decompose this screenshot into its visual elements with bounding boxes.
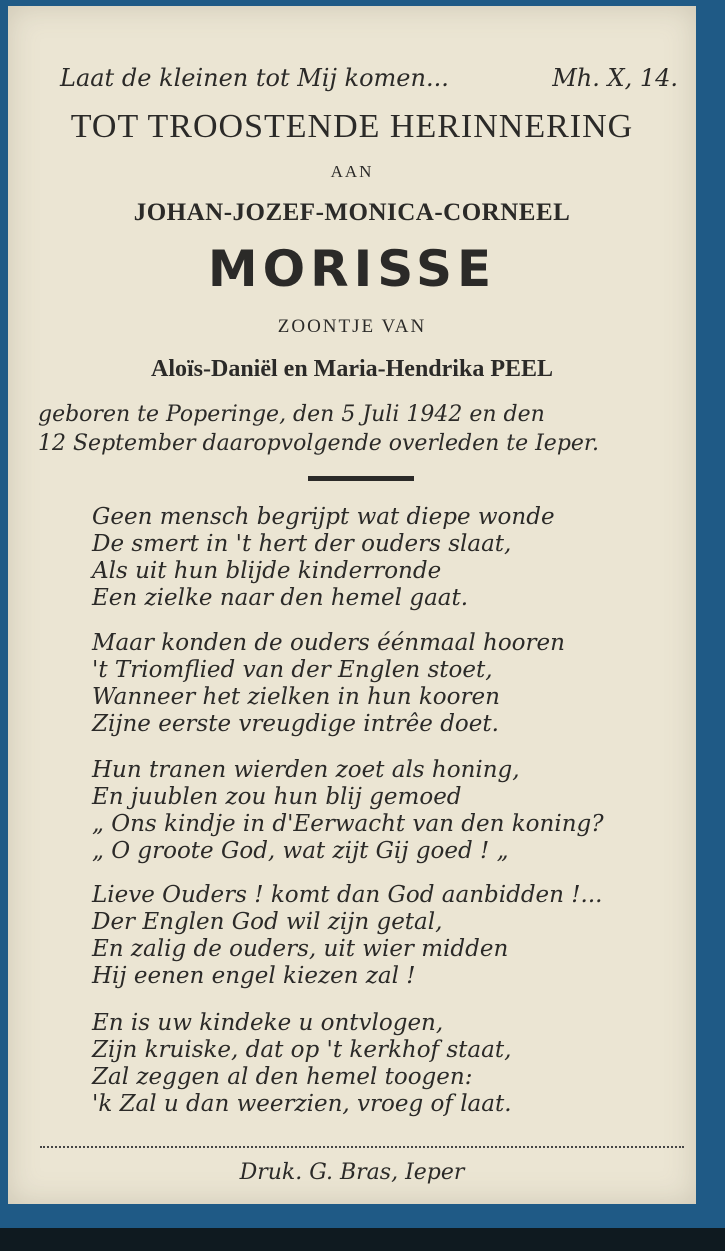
relation-label: ZOONTJE VAN xyxy=(277,316,427,337)
verse-line: Maar konden de ouders éénmaal hooren xyxy=(92,630,565,656)
given-names: JOHAN-JOZEF-MONICA-CORNEEL xyxy=(133,199,571,226)
parents: Aloïs-Daniël en Maria-Hendrika PEEL xyxy=(151,356,553,382)
verse-line: Zijn kruiske, dat op 't kerkhof staat, xyxy=(92,1037,512,1063)
verse-line: Wanneer het zielken in hun kooren xyxy=(92,684,500,710)
verse-line: „ Ons kindje in d'Eerwacht van den koning? xyxy=(92,811,604,837)
verse-line: De smert in 't hert der ouders slaat, xyxy=(92,531,512,557)
epigraph-text: Laat de kleinen tot Mij komen... xyxy=(60,64,449,92)
verse-line: 'k Zal u dan weerzien, vroeg of laat. xyxy=(92,1091,512,1117)
verse-line: En juublen zou hun blij gemoed xyxy=(92,784,462,810)
verse-line: Lieve Ouders ! komt dan God aanbidden !... xyxy=(92,882,603,908)
dates-line-2: 12 September daaropvolgende overleden te Ieper. xyxy=(38,431,600,456)
heading: TOT TROOSTENDE HERINNERING xyxy=(70,108,634,145)
verse-line: Der Englen God wil zijn getal, xyxy=(92,909,443,935)
verse-line: Een zielke naar den hemel gaat. xyxy=(92,585,469,611)
to-label: AAN xyxy=(330,162,374,181)
verse-line: En zalig de ouders, uit wier midden xyxy=(92,936,509,962)
stanza-2 xyxy=(92,630,565,738)
epigraph-reference: Mh. X, 14. xyxy=(552,64,678,92)
printer-imprint: Druk. G. Bras, Ieper xyxy=(239,1160,465,1185)
memorial-card xyxy=(8,6,696,1204)
stanza-5 xyxy=(92,1010,512,1118)
surname: MORISSE xyxy=(207,240,497,298)
dotted-rule xyxy=(40,1146,684,1148)
verse-line: Zijne eerste vreugdige intrêe doet. xyxy=(92,711,499,737)
verse-line: Geen mensch begrijpt wat diepe wonde xyxy=(92,504,555,530)
verse-line: „ O groote God, wat zijt Gij goed ! „ xyxy=(92,838,509,864)
verse-line: Zal zeggen al den hemel toogen: xyxy=(92,1064,473,1090)
verse-line: En is uw kindeke u ontvlogen, xyxy=(92,1010,444,1036)
bottom-edge xyxy=(0,1228,725,1251)
epigraph xyxy=(60,64,678,92)
stanza-1 xyxy=(92,504,555,612)
verse-line: 't Triomflied van der Englen stoet, xyxy=(92,657,493,683)
stanza-4 xyxy=(92,882,602,990)
verse-line: Hij eenen engel kiezen zal ! xyxy=(92,963,416,989)
dates-line-1: geboren te Poperinge, den 5 Juli 1942 en den xyxy=(38,402,545,427)
verse-line: Hun tranen wierden zoet als honing, xyxy=(92,757,520,783)
divider-rule xyxy=(308,476,414,481)
verse-line: Als uit hun blijde kinderronde xyxy=(92,558,442,584)
stanza-3 xyxy=(92,757,604,865)
